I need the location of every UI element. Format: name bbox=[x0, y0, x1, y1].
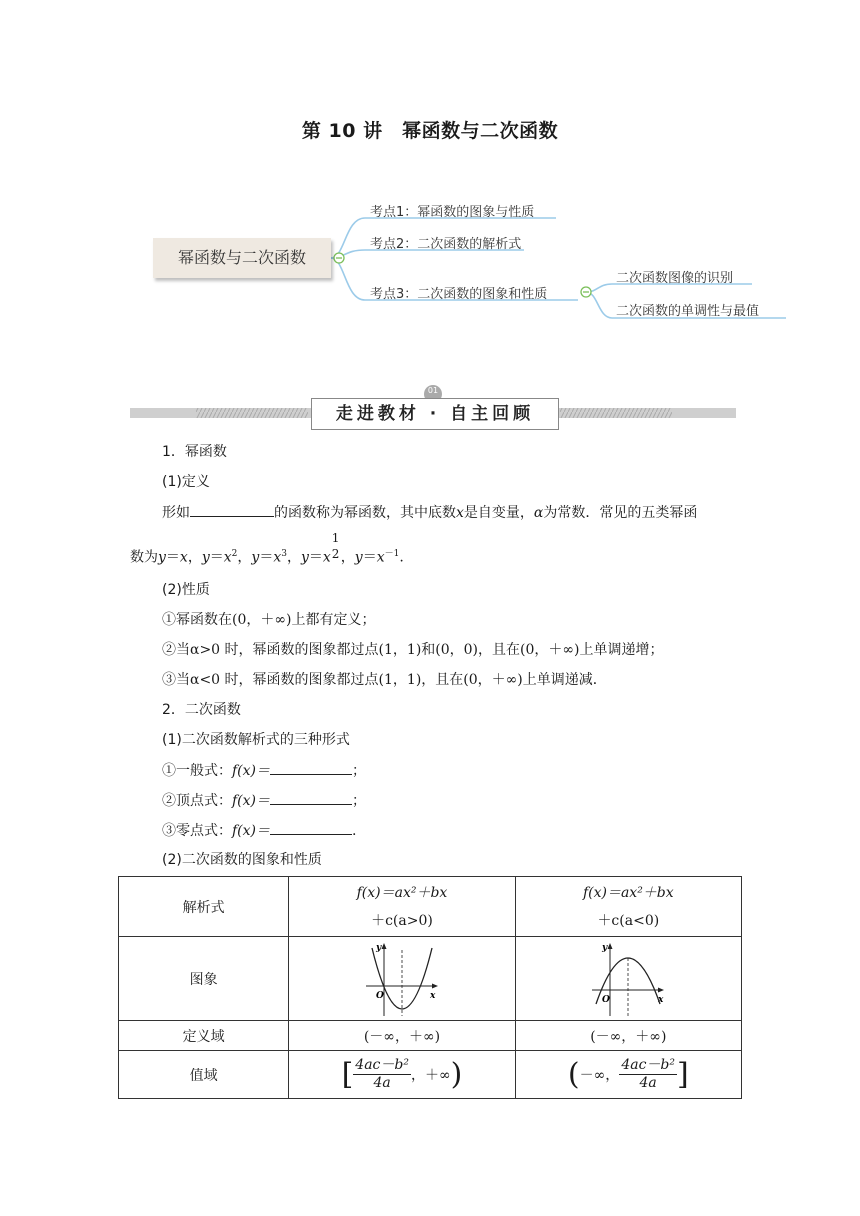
svg-text:O: O bbox=[375, 990, 384, 1001]
fill-blank[interactable] bbox=[190, 502, 274, 517]
mindmap-root: 幂函数与二次函数 bbox=[153, 238, 331, 278]
property-1: ①幂函数在(0，＋∞)上都有定义； bbox=[162, 612, 376, 628]
svg-text:x: x bbox=[429, 990, 436, 1001]
row-label: 图象 bbox=[119, 937, 289, 1021]
svg-text:O: O bbox=[602, 994, 611, 1005]
form-vertex: ②顶点式：f(x)＝ ； bbox=[162, 790, 366, 811]
parabola-up-graph bbox=[362, 940, 442, 1018]
form-general: ①一般式：f(x)＝ ； bbox=[162, 760, 366, 781]
parabola-down-graph bbox=[588, 940, 668, 1018]
subsection-heading: (1)二次函数解析式的三种形式 bbox=[162, 732, 350, 748]
properties-table bbox=[118, 876, 742, 1099]
svg-text:y: y bbox=[375, 942, 382, 953]
row-label: 值域 bbox=[119, 1051, 289, 1099]
section-heading: 1．幂函数 bbox=[162, 444, 227, 460]
svg-text:y: y bbox=[602, 942, 608, 953]
definition-line-1: 形如 的函数称为幂函数，其中底数x是自变量，α为常数．常见的五类幂函 bbox=[162, 502, 697, 523]
row-label: 定义域 bbox=[119, 1021, 289, 1051]
property-3: ③当α<0 时，幂函数的图象都过点(1，1)，且在(0，＋∞)上单调递减． bbox=[162, 672, 607, 688]
subsection-heading: (2)性质 bbox=[162, 582, 210, 598]
graph-cell bbox=[515, 937, 741, 1021]
mindmap-branch-1: 考点1：幂函数的图象与性质 bbox=[370, 205, 535, 220]
property-2: ②当α>0 时，幂函数的图象都过点(1，1)和(0，0)，且在(0，＋∞)上单调递增； bbox=[162, 642, 664, 658]
subsection-heading: (1)定义 bbox=[162, 474, 210, 490]
graph-cell bbox=[289, 937, 515, 1021]
mindmap-branch-3: 考点3：二次函数的图象和性质 bbox=[370, 287, 548, 302]
row-label: 解析式 bbox=[119, 877, 289, 937]
section-banner-label: 走进教材 · 自主回顾 bbox=[311, 398, 559, 430]
fill-blank[interactable] bbox=[270, 790, 352, 805]
domain-cell: (－∞，＋∞) bbox=[289, 1021, 515, 1051]
formula-cell: f(x)＝ax²＋bx ＋c(a<0) bbox=[515, 877, 741, 937]
range-cell: [ $\frac{\text{4ac－b²}}{4a}$ ，＋∞) bbox=[289, 1051, 515, 1099]
section-number: 01 bbox=[427, 386, 439, 395]
domain-cell: (－∞，＋∞) bbox=[515, 1021, 741, 1051]
section-heading: 2．二次函数 bbox=[162, 702, 241, 718]
formula-cell: f(x)＝ax²＋bx ＋c(a>0) bbox=[289, 877, 515, 937]
range-cell: (－∞， $\frac{\text{4ac－b²}}{4a}$ ] bbox=[515, 1051, 741, 1099]
fill-blank[interactable] bbox=[270, 820, 352, 835]
svg-text:x: x bbox=[658, 994, 664, 1005]
page-title: 第 10 讲 幂函数与二次函数 bbox=[301, 120, 559, 142]
fill-blank[interactable] bbox=[270, 760, 352, 775]
definition-line-2: 数为y＝x，$y=x^2$，$y=x^3$，y＝x 1 2 ，$y=x^{-1}$. bbox=[130, 530, 404, 566]
mindmap-branch-2: 考点2：二次函数的解析式 bbox=[370, 237, 522, 252]
mindmap-leaf-1: 二次函数图像的识别 bbox=[616, 271, 734, 286]
form-zero: ③零点式：f(x)＝ . bbox=[162, 820, 356, 841]
table-heading: (2)二次函数的图象和性质 bbox=[162, 852, 322, 868]
mindmap-leaf-2: 二次函数的单调性与最值 bbox=[616, 304, 760, 319]
